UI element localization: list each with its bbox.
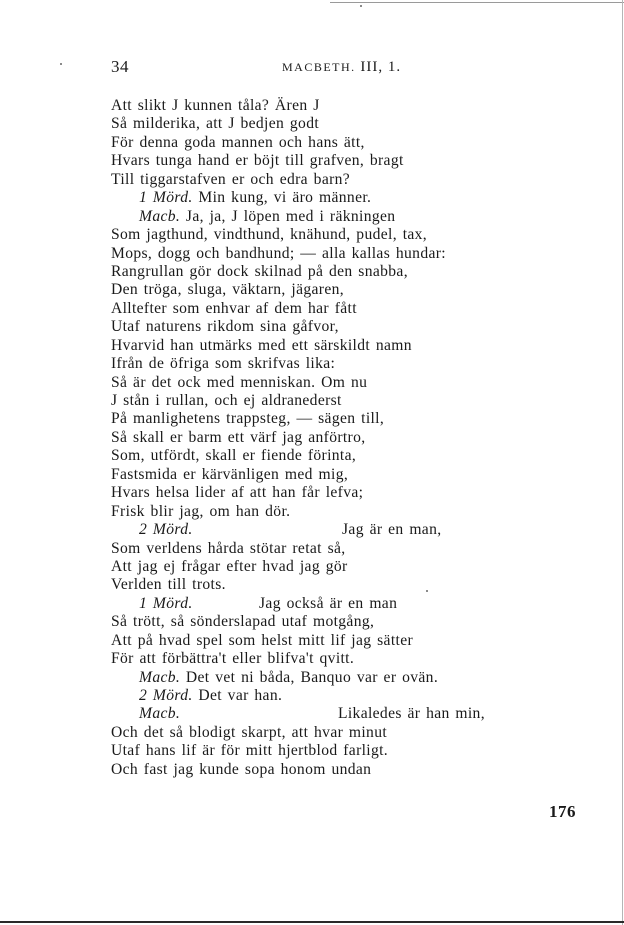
verse-line: [111, 115, 521, 133]
verse-line: [111, 540, 521, 558]
speech-line: [111, 687, 521, 705]
verse-text: J stån i rullan, och ej aldranederst: [111, 392, 342, 409]
verse-text: [111, 97, 521, 779]
verse-line: [111, 761, 521, 779]
verse-text: Så trött, så sönderslapad utaf motgång,: [111, 613, 375, 631]
verse-text: Verlden till trots.: [111, 576, 226, 594]
verse-line: [111, 742, 521, 760]
verse-line: [111, 466, 521, 484]
verse-line: [111, 724, 521, 742]
verse-text: Som, utfördt, skall er fiende förinta,: [111, 447, 357, 465]
verse-text: Hvarvid han utmärks med ett särskildt namn: [111, 336, 412, 354]
verse-text: För denna goda mannen och hans ätt,: [111, 133, 365, 151]
verse-line: [111, 226, 521, 244]
verse-line: [111, 503, 521, 521]
verse-text: På manlighetens trappsteg, — sägen till,: [111, 410, 385, 428]
scan-speck: [360, 5, 362, 7]
verse-line: [111, 613, 521, 631]
speaker-name: Macb.: [139, 668, 181, 686]
verse-text: Som jagthund, vindthund, knähund, pudel, tax,: [111, 226, 428, 244]
verse-line: [111, 484, 521, 502]
scan-edge-top: [330, 2, 624, 3]
verse-line: [111, 410, 521, 428]
verse-line: [111, 392, 521, 410]
verse-text: Att slikt J kunnen tåla? Ären J: [111, 97, 320, 114]
verse-text: Att på hvad spel som helst mitt lif jag sätter: [111, 631, 414, 649]
speaker-name: Macb.: [139, 705, 181, 723]
speech-line: [111, 189, 521, 207]
running-head: [282, 59, 401, 76]
speaker-name: 2 Mörd.: [139, 687, 193, 704]
verse-text: Fastsmida er kärvänligen med mig,: [111, 465, 349, 483]
speaker-name: 1 Mörd.: [139, 189, 193, 207]
verse-line: [111, 300, 521, 318]
speech-line: [111, 705, 521, 723]
verse-line: [111, 318, 521, 336]
scan-speck: [60, 63, 62, 65]
speaker-name: Macb.: [139, 207, 181, 225]
verse-text: Och fast jag kunde sopa honom undan: [111, 760, 372, 778]
verse-line: [111, 97, 521, 115]
scan-edge-bottom: [0, 921, 624, 923]
verse-text: Så är det ock med menniskan. Om nu: [111, 373, 368, 391]
verse-text: Rangrullan gör dock skilnad på den snabba,: [111, 262, 408, 280]
verse-line: [111, 576, 521, 594]
verse-text: Den tröga, sluga, väktarn, jägaren,: [111, 281, 345, 299]
speech-line: [111, 521, 521, 539]
verse-text: Min kung, vi äro männer.: [192, 189, 372, 207]
catchword: 176: [549, 802, 576, 821]
verse-text: Hvars tunga hand er böjt till grafven, bragt: [111, 152, 404, 170]
verse-line: [111, 429, 521, 447]
verse-line: [111, 374, 521, 392]
verse-text: Så skall er barm ett värf jag anförtro,: [111, 428, 366, 446]
verse-text: Utaf naturens rikdom sina gåfvor,: [111, 318, 339, 336]
verse-line: [111, 281, 521, 299]
verse-text: Jag är en man,: [342, 521, 442, 539]
speech-line: [111, 669, 521, 687]
verse-text: Frisk blir jag, om han dör.: [111, 502, 291, 520]
verse-line: [111, 355, 521, 373]
verse-text: Och det så blodigt skarpt, att hvar minut: [111, 723, 388, 741]
verse-line: [111, 245, 521, 263]
verse-line: [111, 134, 521, 152]
verse-text: Att jag ej frågar efter hvad jag gör: [111, 557, 348, 575]
verse-text: Likaledes är han min,: [338, 705, 485, 723]
verse-line: [111, 263, 521, 281]
running-title: MACBETH.: [282, 60, 356, 74]
verse-line: [111, 152, 521, 170]
verse-text: För att förbättra't eller blifva't qvitt.: [111, 650, 355, 668]
verse-text: Alltefter som enhvar af dem har fått: [111, 299, 357, 317]
speech-line: [111, 208, 521, 226]
verse-text: Till tiggarstafven er och edra barn?: [111, 170, 351, 188]
speaker-name: 2 Mörd.: [139, 521, 193, 539]
speaker-name: 1 Mörd.: [139, 594, 193, 612]
verse-text: Det vet ni båda, Banquo var er ovän.: [180, 668, 439, 686]
verse-text: Som verldens hårda stötar retat så,: [111, 539, 346, 557]
page-number: 34: [111, 57, 129, 76]
verse-text: Utaf hans lif är för mitt hjertblod farligt.: [111, 742, 389, 760]
verse-text: Så milderika, att J bedjen godt: [111, 115, 320, 133]
verse-line: [111, 650, 521, 668]
verse-text: Ifrån de öfriga som skrifvas lika:: [111, 355, 336, 373]
verse-text: Jag också är en man: [259, 594, 398, 612]
speech-line: [111, 595, 521, 613]
verse-line: [111, 337, 521, 355]
scan-edge-right: [622, 0, 623, 925]
verse-text: Ja, ja, J löpen med i räkningen: [180, 207, 396, 225]
verse-text: Hvars helsa lider af att han får lefva;: [111, 484, 364, 502]
verse-line: [111, 447, 521, 465]
verse-text: Det var han.: [192, 687, 283, 704]
act-scene: III, 1.: [360, 59, 402, 75]
verse-line: [111, 558, 521, 576]
verse-line: [111, 632, 521, 650]
verse-text: Mops, dogg och bandhund; — alla kallas hundar:: [111, 244, 446, 262]
verse-line: [111, 171, 521, 189]
